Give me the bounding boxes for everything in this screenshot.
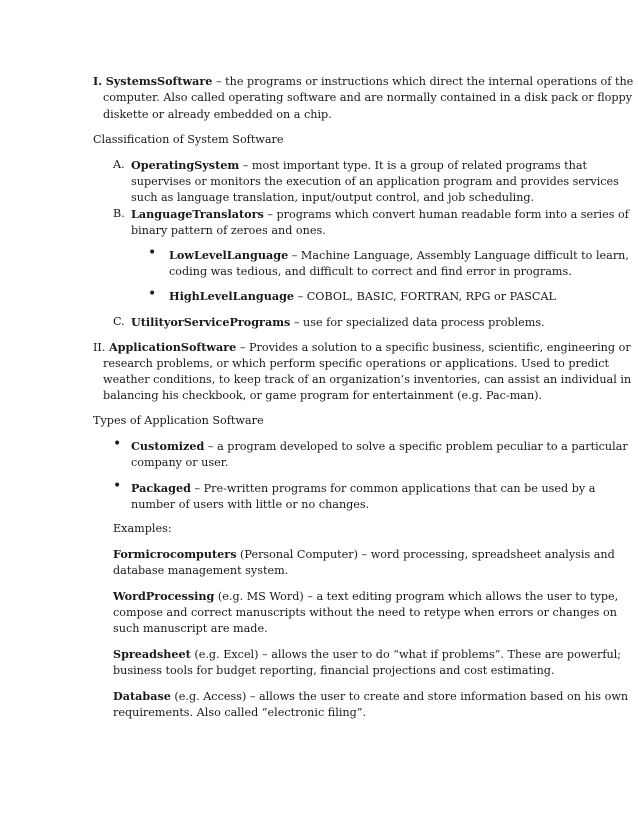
- section-number: I.: [93, 74, 103, 88]
- spreadsheet-line-1: [113, 646, 621, 664]
- word-processing-line-1: [113, 588, 618, 606]
- word-processing-line-2: compose and correct manuscripts without the need to retype when errors or changes on: [113, 606, 617, 619]
- types-heading: Types of Application Software: [93, 414, 264, 427]
- database-line-1: [113, 688, 628, 706]
- systems-software-line-3: diskette or already embedded on a chip.: [103, 108, 332, 121]
- database-text: (e.g. Access) – allows the user to create and store information based on his own: [170, 690, 629, 703]
- operating-system-text: – most important type. It is a group of related programs that: [239, 159, 588, 172]
- customized-line-2: company or user.: [131, 456, 229, 469]
- low-level-language-text: – Machine Language, Assembly Language difficult to learn,: [288, 249, 629, 262]
- systems-software-term: SystemsSoftware: [105, 74, 213, 88]
- application-software-line-2: research problems, or which perform specific operations or applications. Used to predict: [103, 357, 610, 370]
- packaged-term: Packaged: [131, 481, 191, 495]
- classification-heading: Classification of System Software: [93, 133, 284, 146]
- application-software-term: ApplicationSoftware: [108, 340, 237, 354]
- microcomputers-line-1: [113, 546, 615, 564]
- systems-software-line-2: computer. Also called operating software and are normally contained in a disk pack or floppy: [103, 91, 633, 104]
- application-software-line-1: [93, 339, 631, 357]
- utility-programs-term: UtilityorServicePrograms: [131, 315, 291, 329]
- language-translators-line-1: [131, 206, 629, 224]
- operating-system-line-2: supervises or monitors the execution of an application program and provides services: [131, 175, 619, 188]
- customized-text: – a program developed to solve a specific problem peculiar to a particular: [204, 440, 628, 453]
- low-level-language-line-1: [169, 247, 629, 265]
- packaged-line-1: [131, 480, 595, 498]
- word-processing-text: (e.g. MS Word) – a text editing program which allows the user to type,: [214, 590, 619, 603]
- packaged-line-2: number of users with little or no changes.: [131, 498, 370, 511]
- spreadsheet-line-2: business tools for budget reporting, financial projections and cost estimating.: [113, 664, 555, 677]
- systems-software-text: – the programs or instructions which direct the internal operations of the: [212, 75, 634, 88]
- microcomputers-line-2: database management system.: [113, 564, 289, 577]
- application-software-line-3: weather conditions, to keep track of an organization’s inventories, can assist an individual in: [103, 373, 632, 386]
- language-translators-line-2: binary pattern of zeroes and ones.: [131, 224, 326, 237]
- customized-line-1: [131, 438, 628, 456]
- utility-programs-text: – use for specialized data process problems.: [290, 316, 545, 329]
- operating-system-term: OperatingSystem: [131, 158, 240, 172]
- application-software-line-4: balancing his checkbook, or game program for entertainment (e.g. Pac-man).: [103, 389, 543, 402]
- spreadsheet-term: Spreadsheet: [113, 647, 191, 661]
- bullet-icon: •: [148, 286, 157, 302]
- application-software-text: – Provides a solution to a specific business, scientific, engineering or: [236, 341, 631, 354]
- microcomputers-term: Formicrocomputers: [113, 547, 237, 561]
- database-line-2: requirements. Also called “electronic filing”.: [113, 706, 367, 719]
- utility-programs-line-1: [131, 314, 545, 332]
- bullet-icon: •: [113, 478, 122, 494]
- list-marker-b: B.: [113, 207, 125, 220]
- section-number: II.: [93, 341, 106, 354]
- language-translators-text: – programs which convert human readable form into a series of: [263, 208, 629, 221]
- spreadsheet-text: (e.g. Excel) – allows the user to do “what if problems”. These are powerful;: [190, 648, 622, 661]
- high-level-language-term: HighLevelLanguage: [169, 289, 295, 303]
- word-processing-term: WordProcessing: [113, 589, 215, 603]
- operating-system-line-1: [131, 157, 587, 175]
- bullet-icon: •: [148, 245, 157, 261]
- low-level-language-line-2: coding was tedious, and difficult to correct and find error in programs.: [169, 265, 572, 278]
- systems-software-line-1: [93, 73, 633, 91]
- bullet-icon: •: [113, 436, 122, 452]
- list-marker-a: A.: [113, 158, 125, 171]
- customized-term: Customized: [131, 439, 205, 453]
- language-translators-term: LanguageTranslators: [131, 207, 264, 221]
- database-term: Database: [113, 689, 171, 703]
- word-processing-line-3: such manuscript are made.: [113, 622, 268, 635]
- high-level-language-text: – COBOL, BASIC, FORTRAN, RPG or PASCAL: [294, 290, 556, 303]
- low-level-language-term: LowLevelLanguage: [169, 248, 289, 262]
- list-marker-c: C.: [113, 315, 125, 328]
- operating-system-line-3: such as language translation, input/output control, and job scheduling.: [131, 191, 535, 204]
- high-level-language-line-1: [169, 288, 556, 306]
- examples-heading: Examples:: [113, 522, 172, 535]
- microcomputers-text: (Personal Computer) – word processing, spreadsheet analysis and: [236, 548, 615, 561]
- packaged-text: – Pre-written programs for common applications that can be used by a: [190, 482, 596, 495]
